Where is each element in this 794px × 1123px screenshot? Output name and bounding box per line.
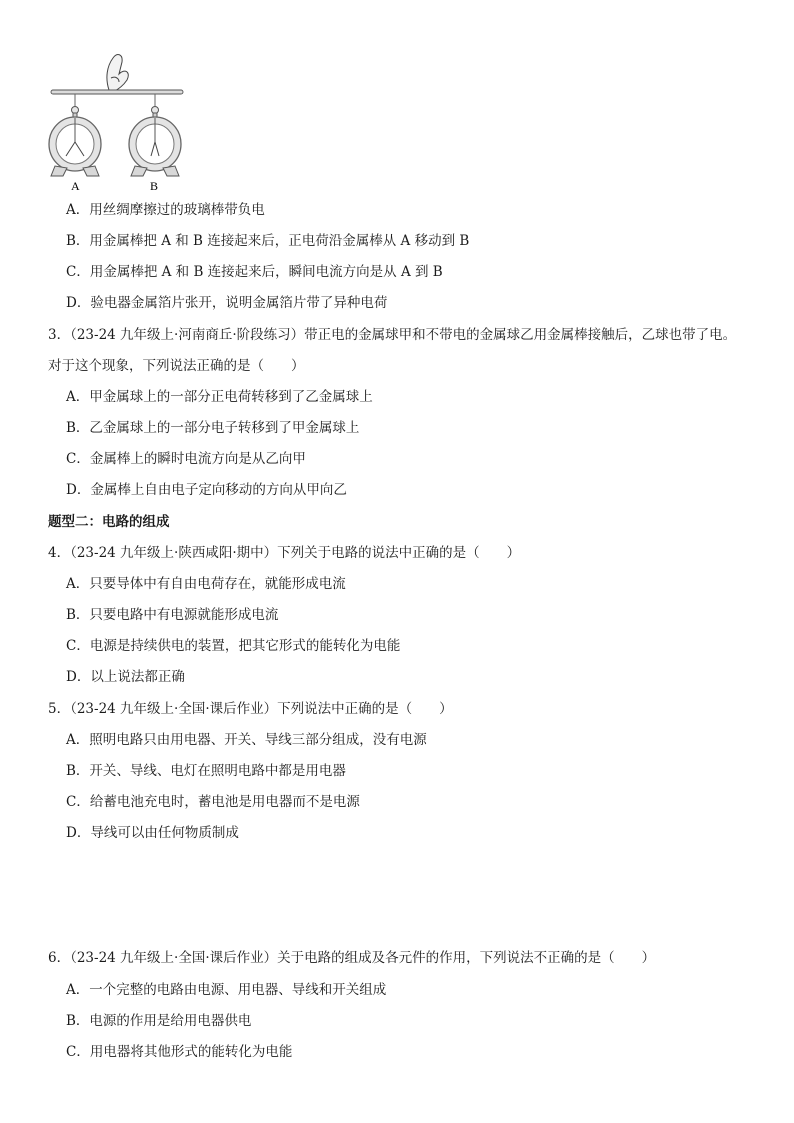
q4-option-a: A．只要导体中有自由电荷存在，就能形成电流 (66, 576, 346, 592)
q6-option-a: A．一个完整的电路由电源、用电器、导线和开关组成 (66, 982, 387, 998)
q5-option-a: A．照明电路只由用电器、开关、导线三部分组成，没有电源 (66, 732, 427, 748)
q2-option-c: C．用金属棒把 A 和 B 连接起来后，瞬间电流方向是从 A 到 B (66, 264, 443, 280)
q3-option-d: D．金属棒上自由电子定向移动的方向从甲向乙 (66, 482, 347, 498)
q5-option-b: B．开关、导线、电灯在照明电路中都是用电器 (66, 763, 346, 779)
label-a: A (71, 179, 80, 193)
q6-stem: 6．（23-24 九年级上·全国·课后作业）关于电路的组成及各元件的作用，下列说法不正确的是（ ） (48, 950, 656, 966)
q2-option-a: A．用丝绸摩擦过的玻璃棒带负电 (66, 202, 265, 218)
q3-option-a: A．甲金属球上的一部分正电荷转移到了乙金属球上 (66, 389, 373, 405)
q3-stem-line1: 3．（23-24 九年级上·河南商丘·阶段练习）带正电的金属球甲和不带电的金属球乙用金属棒接触后，乙球也带了电。 (48, 327, 737, 343)
q5-option-d: D．导线可以由任何物质制成 (66, 825, 239, 841)
q3-option-c: C．金属棒上的瞬时电流方向是从乙向甲 (66, 451, 306, 467)
electroscope-a (49, 94, 101, 176)
q4-stem: 4．（23-24 九年级上·陕西咸阳·期中）下列关于电路的说法中正确的是（ ） (48, 545, 521, 561)
q3-option-b: B．乙金属球上的一部分电子转移到了甲金属球上 (66, 420, 360, 436)
electroscope-illustration (45, 48, 190, 196)
label-b: B (150, 179, 159, 193)
section-heading: 题型二：电路的组成 (48, 514, 170, 530)
q6-option-b: B．电源的作用是给用电器供电 (66, 1013, 252, 1029)
electroscope-figure (45, 48, 190, 196)
electroscope-b (129, 94, 181, 176)
q4-option-d: D．以上说法都正确 (66, 669, 185, 685)
q2-option-b: B．用金属棒把 A 和 B 连接起来后，正电荷沿金属棒从 A 移动到 B (66, 233, 470, 249)
q5-stem: 5．（23-24 九年级上·全国·课后作业）下列说法中正确的是（ ） (48, 701, 453, 717)
q4-option-b: B．只要电路中有电源就能形成电流 (66, 607, 279, 623)
q6-option-c: C．用电器将其他形式的能转化为电能 (66, 1044, 293, 1060)
q5-option-c: C．给蓄电池充电时，蓄电池是用电器而不是电源 (66, 794, 360, 810)
hand-icon (107, 55, 128, 92)
q3-stem-line2: 对于这个现象，下列说法正确的是（ ） (48, 358, 305, 374)
metal-rod (51, 90, 183, 94)
q2-option-d: D．验电器金属箔片张开，说明金属箔片带了异种电荷 (66, 295, 388, 311)
q4-option-c: C．电源是持续供电的装置，把其它形式的能转化为电能 (66, 638, 401, 654)
